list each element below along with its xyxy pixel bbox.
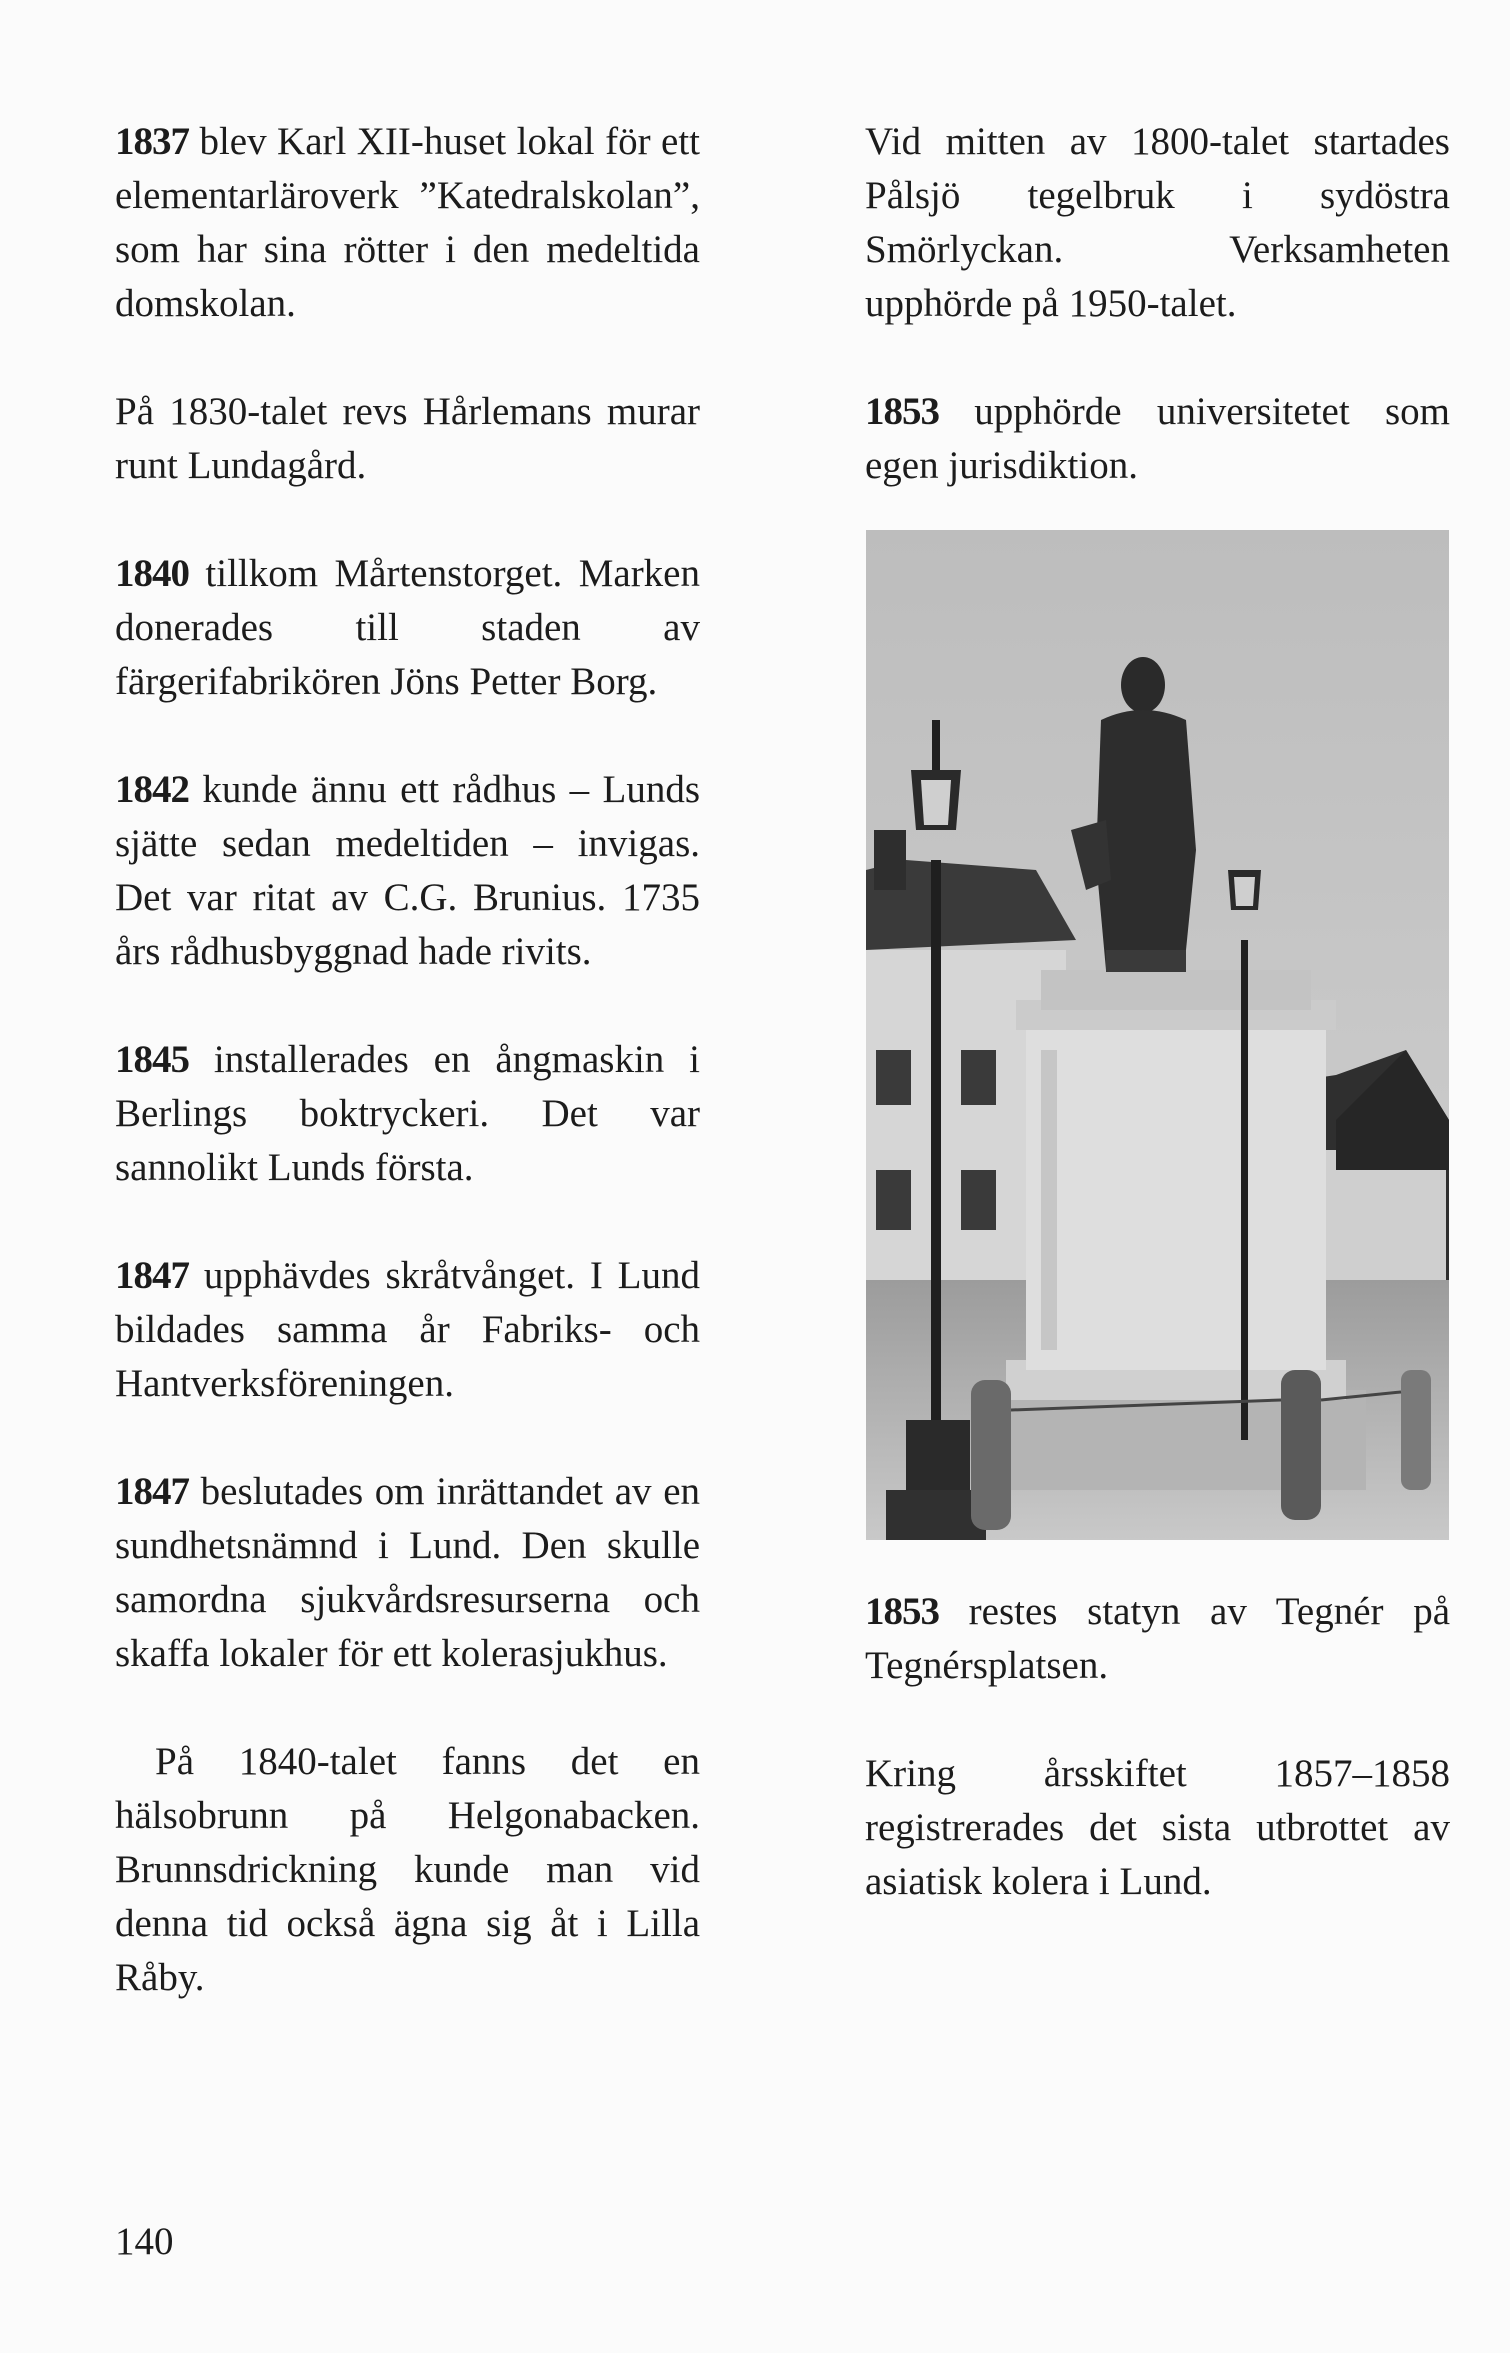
entry-1842-radhus (115, 763, 700, 979)
entry-year: 1853 (865, 1590, 939, 1633)
entry-palsjo-tegelbruk (865, 115, 1450, 331)
entry-text: På 1840-talet fanns det en hälsobrunn på Helgonabacken. Brunnsdrickning kunde man vid denna tid också ägna sig åt i Lilla Råby. (115, 1740, 700, 1999)
right-column-bottom (865, 1585, 1450, 1909)
right-column-top (865, 115, 1450, 493)
entry-year: 1842 (115, 768, 189, 811)
entry-text: installerades en ångmaskin i Berlings boktryckeri. Det var sannolikt Lunds första. (115, 1038, 700, 1189)
entry-text: kunde ännu ett rådhus – Lunds sjätte sedan medeltiden – invigas. Det var ritat av C.G. Brunius. 1735 års rådhusbyggnad hade rivits. (115, 768, 700, 973)
entry-kolera-1857 (865, 1747, 1450, 1909)
entry-text: tillkom Mårtenstorget. Marken donerades till staden av färgerifabrikören Jöns Petter Borg. (115, 552, 700, 703)
entry-text: blev Karl XII-huset lokal för ett elementarläroverk ”Katedralskolan”, som har sina rötter i den medeltida domskolan. (115, 120, 700, 325)
entry-year: 1847 (115, 1254, 189, 1297)
entry-year: 1837 (115, 120, 189, 163)
entry-text: upphävdes skråtvånget. I Lund bildades samma år Fabriks- och Hantverksföreningen. (115, 1254, 700, 1405)
entry-year: 1847 (115, 1470, 189, 1513)
entry-1853-tegner-statue (865, 1585, 1450, 1693)
entry-1840-halsobrunn (115, 1735, 700, 2005)
entry-text: restes statyn av Tegnér på Tegnérsplatsen. (865, 1590, 1450, 1687)
entry-1845-angmaskin (115, 1033, 700, 1195)
entry-text: På 1830-talet revs Hårlemans murar runt Lundagård. (115, 390, 700, 487)
entry-1837-karl-xii (115, 115, 700, 331)
tegner-statue-photo (866, 530, 1449, 1540)
page-number: 140 (115, 2220, 174, 2263)
entry-1840-martenstorget (115, 547, 700, 709)
entry-year: 1840 (115, 552, 189, 595)
entry-text: Kring årsskiftet 1857–1858 registrerades det sista utbrottet av asiatisk kolera i Lund. (865, 1752, 1450, 1903)
entry-text: upphörde universitetet som egen jurisdiktion. (865, 390, 1450, 487)
entry-1847-sundhetsnamnd (115, 1465, 700, 1681)
entry-year: 1845 (115, 1038, 189, 1081)
entry-text: Vid mitten av 1800-talet startades Pålsjö tegelbruk i sydöstra Smörlyckan. Verksamheten upphörde på 1950-talet. (865, 120, 1450, 325)
left-column (115, 115, 700, 2005)
entry-1847-skratvanget (115, 1249, 700, 1411)
entry-year: 1853 (865, 390, 939, 433)
statue-photo-illustration (866, 530, 1449, 1540)
entry-text: beslutades om inrättandet av en sundhetsnämnd i Lund. Den skulle samordna sjukvårdsresurserna och skaffa lokaler för ett kolerasjukhus. (115, 1470, 700, 1675)
entry-1830-murar (115, 385, 700, 493)
entry-1853-jurisdiktion (865, 385, 1450, 493)
